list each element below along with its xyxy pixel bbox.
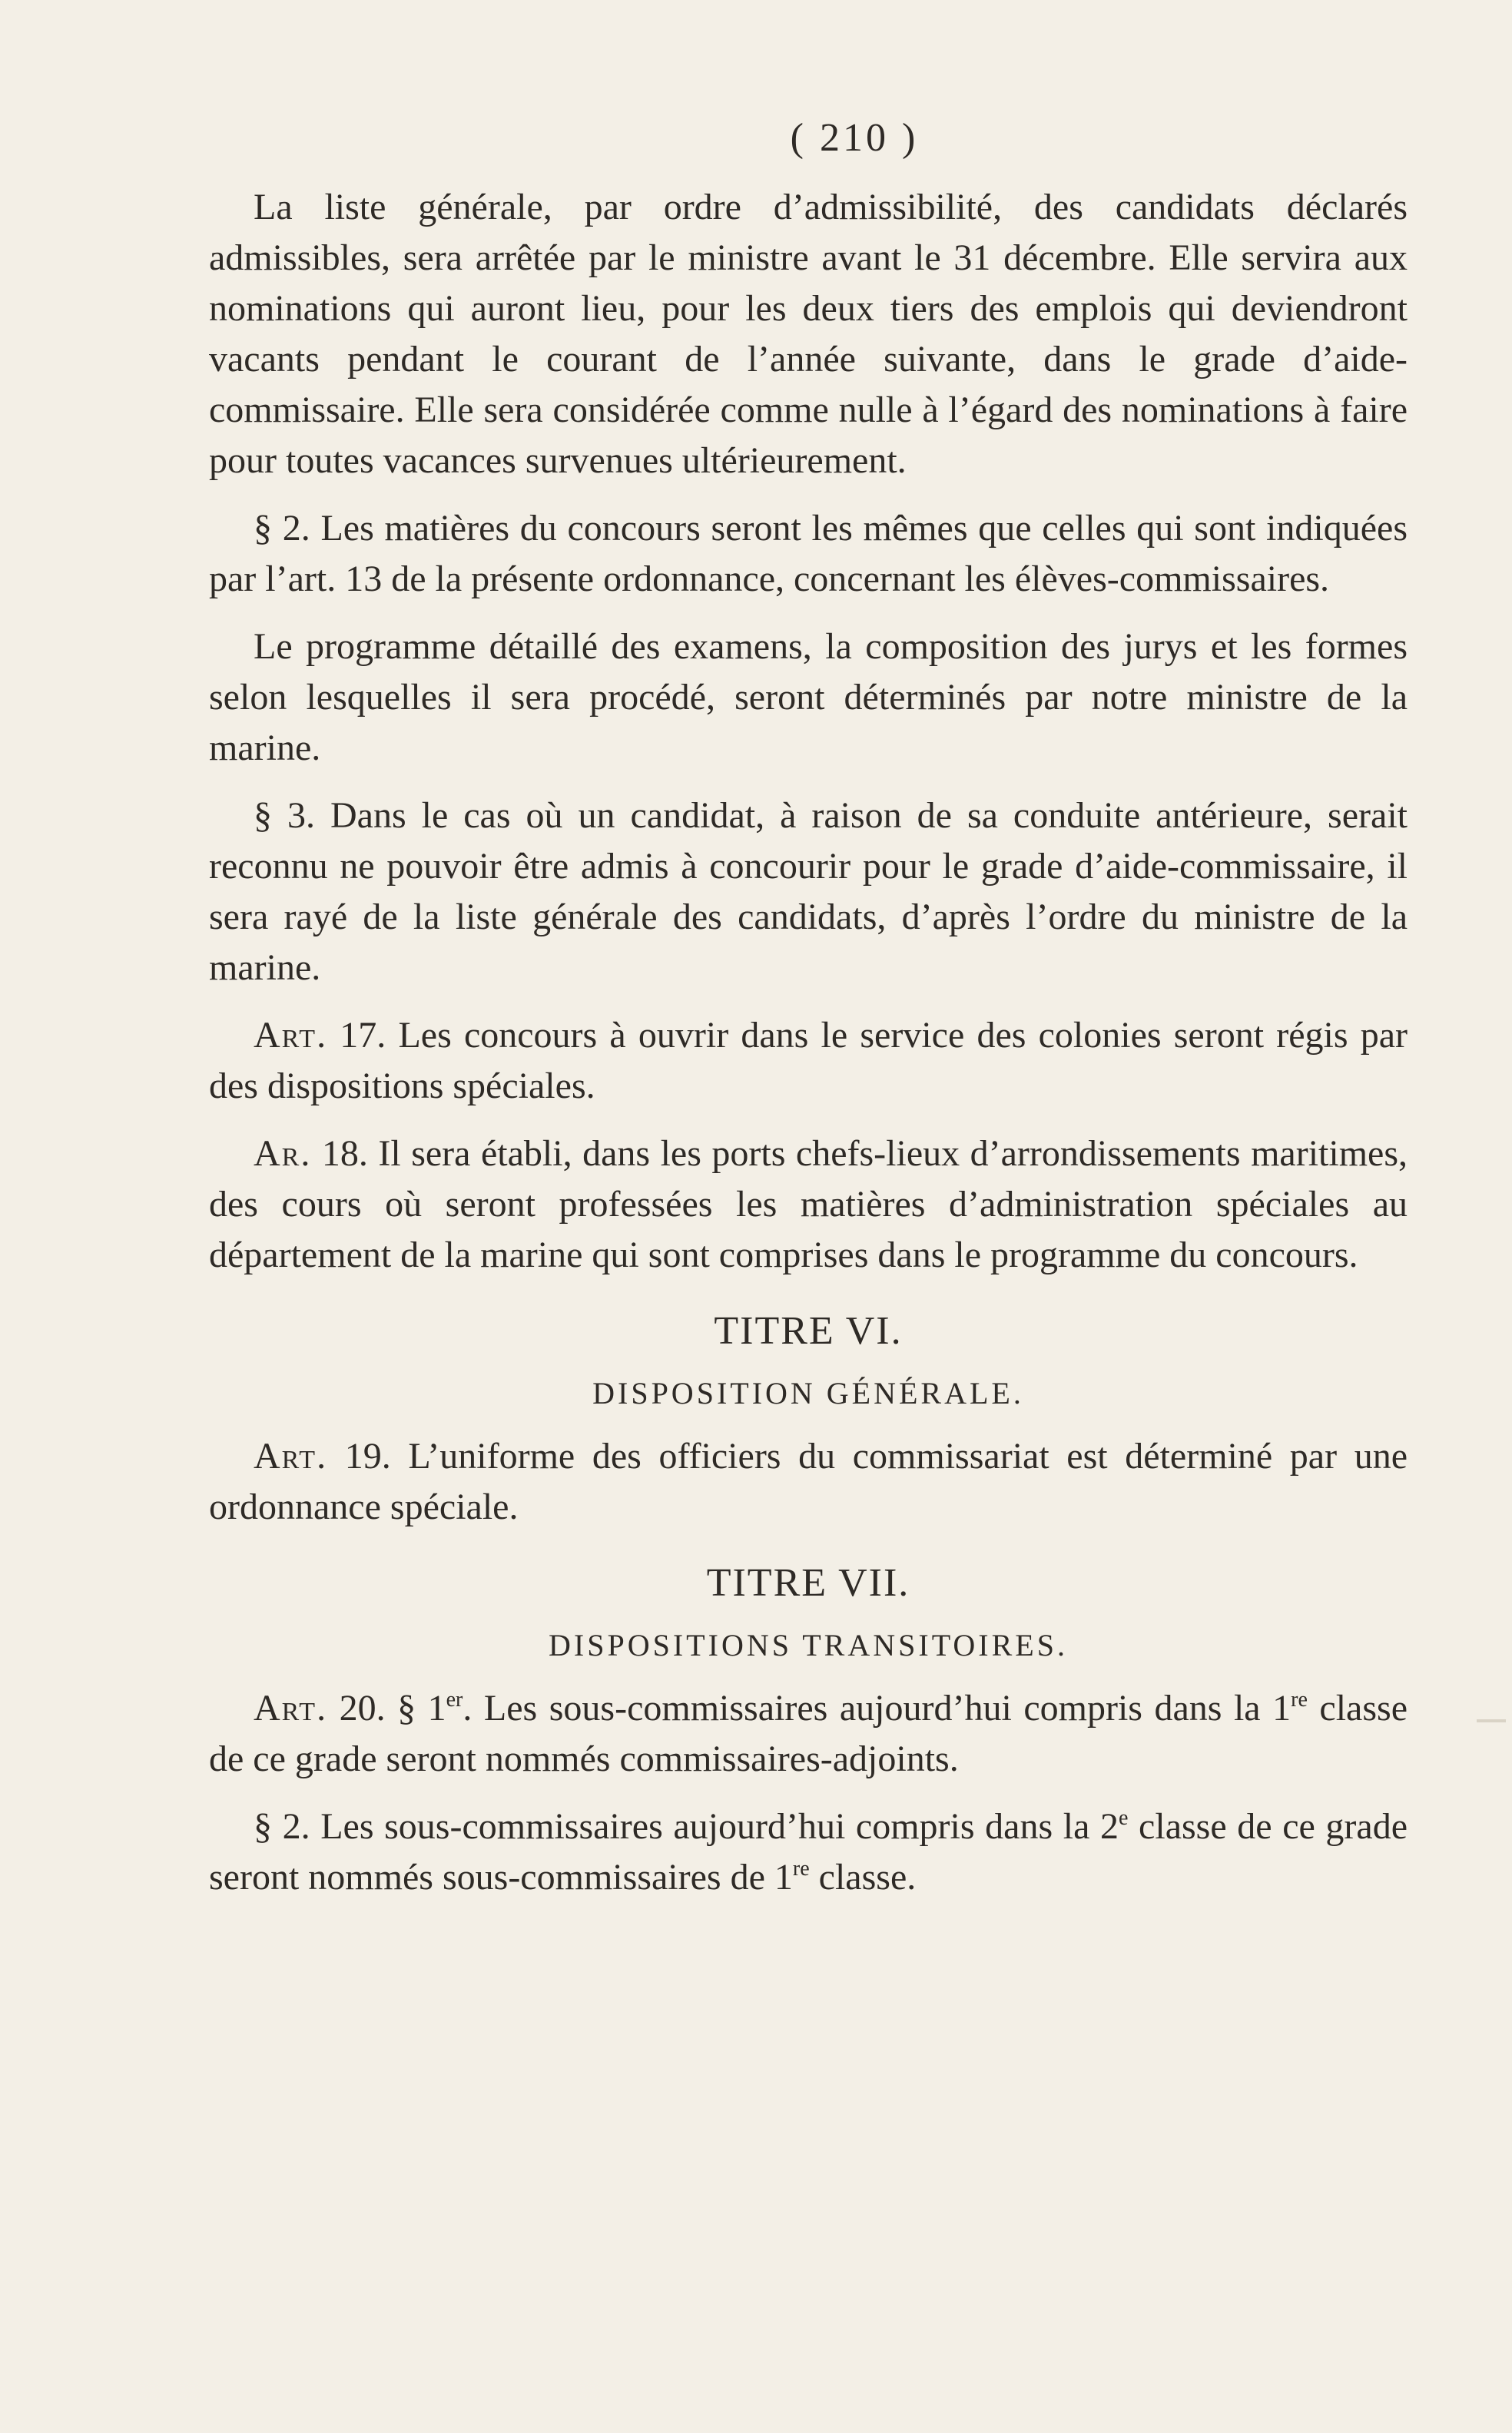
superscript: re (1291, 1688, 1308, 1712)
paragraph-section-2-subjects: § 2. Les matières du concours seront les mêmes que celles qui sont indiquées par l’art. 13 de la présente ordonnance, concernant les élèves-commissaires. (209, 508, 1408, 599)
article-20 (209, 1683, 1408, 1785)
article-number: 17. (340, 1015, 386, 1056)
paragraph-section-2-transitional (209, 1802, 1408, 1903)
superscript: re (792, 1857, 810, 1881)
article-18 (209, 1129, 1408, 1281)
article-label: Art. (254, 1688, 328, 1729)
article-17 (209, 1010, 1408, 1112)
article-label: Art. (254, 1436, 328, 1477)
paragraph-text: § 2. Les sous-commissaires aujourd’hui compris dans la 2 (254, 1806, 1119, 1847)
title-vi: TITRE VI. (714, 1309, 903, 1353)
article-label: Art. (254, 1015, 328, 1056)
paragraph-section-3-conduct: § 3. Dans le cas où un candidat, à raison de sa conduite antérieure, serait reconnu ne pouvoir être admis à concourir pour le grade d’aide-commissaire, il sera rayé de la liste générale des candidats, d’après l’ordre du ministre de la marine. (209, 795, 1408, 988)
subtitle-disposition-generale: DISPOSITION GÉNÉRALE. (592, 1376, 1024, 1410)
section-marker: § 1 (397, 1688, 446, 1729)
paragraph-admissibility-list: La liste générale, par ordre d’admissibilité, des candidats déclarés admissibles, sera arrêtée par le ministre avant le 31 décembre. Elle servira aux nominations qui auront lieu, pour les deux tiers des emplois qui deviendront vacants pendant le courant de l’année suivante, dans le grade d’aide-commissaire. Elle sera considérée comme nulle à l’égard des nominations à faire pour toutes vacances survenues ultérieurement. (209, 187, 1408, 481)
article-text: L’uniforme des officiers du commissariat est déterminé par une ordonnance spéciale. (209, 1436, 1408, 1527)
title-vii: TITRE VII. (706, 1561, 910, 1605)
article-text: Les concours à ouvrir dans le service des colonies seront régis par des dispositions spéciales. (209, 1015, 1408, 1106)
article-number: 20. (339, 1688, 386, 1729)
article-19 (209, 1431, 1408, 1533)
article-text: . Les sous-commissaires aujourd’hui compris dans la 1 (463, 1688, 1292, 1729)
subtitle-dispositions-transitoires: DISPOSITIONS TRANSITOIRES. (549, 1628, 1068, 1662)
document-page (209, 115, 1408, 1920)
page-number: ( 210 ) (790, 116, 919, 160)
superscript: er (446, 1688, 463, 1712)
paragraph-exam-program: Le programme détaillé des examens, la composition des jurys et les formes selon lesquelles il sera procédé, seront déterminés par notre ministre de la marine. (209, 626, 1408, 768)
article-number: 19. (344, 1436, 391, 1477)
article-text-continued: classe de ce grade seront nommés commissaires-adjoints. (209, 1688, 1408, 1779)
article-label: Ar. (254, 1133, 312, 1174)
article-text: Il sera établi, dans les ports chefs-lieux d’arrondissements maritimes, des cours où seront professées les matières d’administration spéciales au département de la marine qui sont comprises dans le programme du concours. (209, 1133, 1408, 1275)
margin-mark (1477, 1719, 1506, 1722)
superscript: e (1119, 1806, 1129, 1830)
paragraph-text-continued: classe de ce grade seront nommés sous-commissaires de 1 (209, 1806, 1408, 1898)
paragraph-text-end: classe. (809, 1857, 917, 1898)
article-number: 18. (321, 1133, 368, 1174)
